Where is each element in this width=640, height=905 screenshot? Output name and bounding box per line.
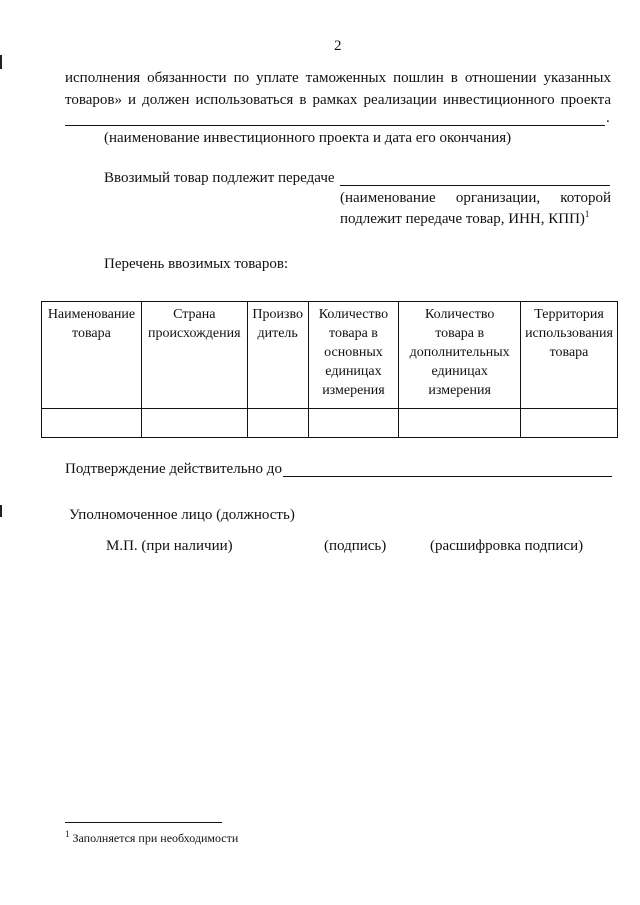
header-cell-territory: Территория использования товара <box>521 302 618 409</box>
empty-cell[interactable] <box>399 409 521 438</box>
empty-cell[interactable] <box>247 409 308 438</box>
header-cell-qty-additional: Количество товара в дополнительных единицах измерения <box>399 302 521 409</box>
transfer-caption-line-1: (наименование организации, которой <box>340 190 611 206</box>
footnote-reference: 1 <box>584 209 590 219</box>
header-cell-name: Наименование товара <box>42 302 142 409</box>
footnote-separator <box>65 822 222 823</box>
signature-caption: (подпись) <box>324 538 387 554</box>
empty-cell[interactable] <box>42 409 142 438</box>
goods-list-title: Перечень ввозимых товаров: <box>104 256 289 272</box>
header-cell-manufacturer: Произво дитель <box>247 302 308 409</box>
empty-cell[interactable] <box>521 409 618 438</box>
intro-line-2: товаров» и должен использоваться в рамках реализации инвестиционного проекта <box>65 92 611 108</box>
transfer-organization-line <box>340 185 610 186</box>
goods-table-header-row <box>42 302 618 409</box>
project-caption: (наименование инвестиционного проекта и дата его окончания) <box>104 130 512 146</box>
footnote-text: Заполняется при необходимости <box>72 831 239 845</box>
scan-edge-mark <box>0 55 2 69</box>
project-line-period: . <box>606 110 610 126</box>
goods-table-empty-row <box>42 409 618 438</box>
transfer-label: Ввозимый товар подлежит передаче <box>104 170 335 186</box>
transfer-caption-line-2: подлежит передаче товар, ИНН, КПП)$^1$ <box>340 209 590 227</box>
empty-cell[interactable] <box>308 409 399 438</box>
authorized-person-label: Уполномоченное лицо (должность) <box>69 507 295 523</box>
page-number: 2 <box>334 38 342 54</box>
footnote-mark: 1 <box>65 829 70 839</box>
goods-table <box>41 301 618 438</box>
stamp-caption: М.П. (при наличии) <box>106 538 233 554</box>
footnote <box>65 831 238 846</box>
confirmation-date-line <box>283 476 612 477</box>
confirmation-label: Подтверждение действительно до <box>65 461 282 477</box>
header-cell-country: Страна происхождения <box>141 302 247 409</box>
header-cell-qty-main: Количество товара в основных единицах измерения <box>308 302 399 409</box>
scan-edge-mark <box>0 505 2 517</box>
intro-line-1: исполнения обязанности по уплате таможенных пошлин в отношении указанных <box>65 70 611 86</box>
empty-cell[interactable] <box>141 409 247 438</box>
project-name-line <box>65 125 605 126</box>
signature-decoding-caption: (расшифровка подписи) <box>430 538 584 554</box>
